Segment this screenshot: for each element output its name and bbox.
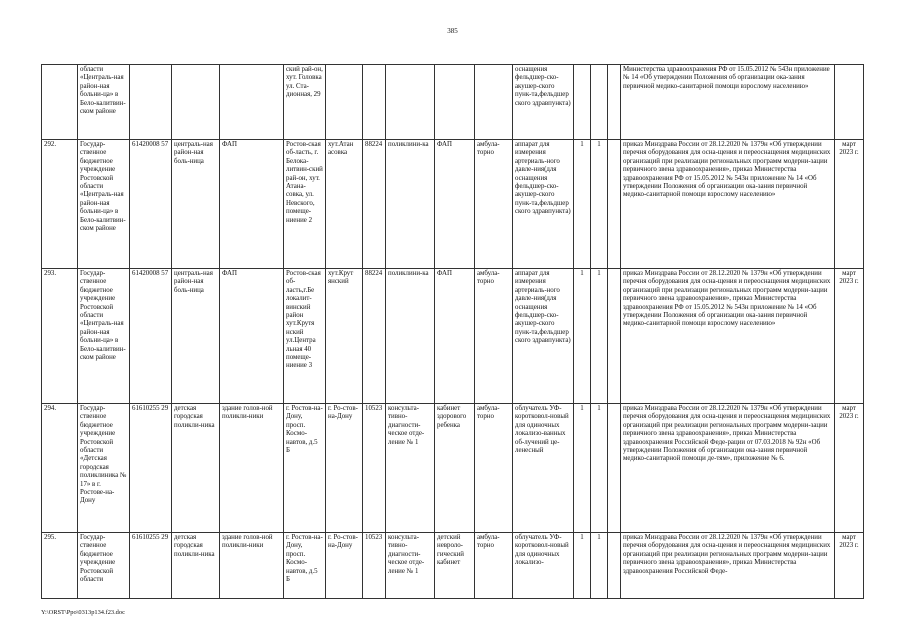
profile-cell: поликлини-ка: [386, 269, 435, 404]
division-cell: централь-ная район-ная боль-ница: [172, 140, 220, 269]
settlement-cell: г. Ро-стов-на-Дону: [326, 533, 363, 599]
oktmo-cell: 88224: [363, 269, 386, 404]
quantity-cell: 1: [591, 269, 608, 404]
oktmo-cell: 88224: [363, 140, 386, 269]
basis-cell: приказ Минздрава России от 28.12.2020 № 1379н «Об утверждении перечня оборудования для осна-щения и переоснащения медицинских организаций при реализации региональных программ модерни-зации первичного звена здравоохранения», приказ Министерства здравоохранения Российской Феде-: [621, 533, 835, 599]
row-number: 294.: [42, 404, 78, 533]
care-type-cell: амбула-торно: [475, 269, 513, 404]
oktmo-cell: 10523: [363, 533, 386, 599]
quantity-cell: [591, 65, 608, 140]
basis-cell: приказ Минздрава России от 28.12.2020 № 1379н «Об утверждении перечня оборудования для осна-щения и переоснащения медицинских организаций при реализации региональных программ модерни-зации первичного звена здравоохранения», приказ Министерства здравоохранения РФ от 15.05.2012 № 543н приложение № 14 «Об утверждении Положения об организации ока-зания первичной медико-санитарной помощи взрослому населению»: [621, 140, 835, 269]
profile-cell: консульта-тивно-диагности-ческое отде-ление № 1: [386, 404, 435, 533]
division-cell: централь-ная район-ная боль-ница: [172, 269, 220, 404]
location-cell: ФАП: [435, 269, 475, 404]
quantity-cell: 1: [574, 140, 591, 269]
care-type-cell: [475, 65, 513, 140]
deadline-cell: март 2023 г.: [835, 140, 864, 269]
empty-cell: [608, 65, 621, 140]
empty-cell: [608, 269, 621, 404]
quantity-cell: 1: [591, 533, 608, 599]
oktmo-cell: 10523: [363, 404, 386, 533]
deadline-cell: март 2023 г.: [835, 269, 864, 404]
address-cell: Ростов-ская об-ласть, г. Белока-литвин-ский рай-он, хут. Атана-совка, ул. Невского, помеще-ниение 2: [284, 140, 326, 269]
empty-cell: [608, 533, 621, 599]
organization-cell: Государ-ственное бюджетное учреждение Ростовской области «Централь-ная район-ная больни-ца» в Бело-калитвин-ском районе: [78, 140, 130, 269]
quantity-cell: 1: [574, 269, 591, 404]
basis-cell: приказ Минздрава России от 28.12.2020 № 1379н «Об утверждении перечня оборудования для осна-щения и переоснащения медицинских организаций при реализации региональных программ модерни-зации первичного звена здравоохранения», приказ Министерства здравоохранения Российской Феде-рации от 07.03.2018 № 92н «Об утверждении Положения об организации ока-зания первичной медико-санитарной помощи де-тям», приложение № 6.: [621, 404, 835, 533]
quantity-cell: [574, 65, 591, 140]
profile-cell: поликлини-ка: [386, 140, 435, 269]
location-cell: детский невроло-гический кабинет: [435, 533, 475, 599]
deadline-cell: март 2023 г.: [835, 404, 864, 533]
code-cell: 61420008 57: [130, 269, 172, 404]
care-type-cell: амбула-торно: [475, 533, 513, 599]
unit-cell: ФАП: [220, 269, 284, 404]
unit-cell: здание голов-ной поликли-ники: [220, 404, 284, 533]
organization-cell: Государ-ственное бюджетное учреждение Ростовской области «Централь-ная район-ная больни-ца» в Бело-калитвин-ском районе: [78, 269, 130, 404]
address-cell: Ростов-ская об-ласть,г.Бе локалит-винский район хут.Крутя нский ул.Центра льная 40 помеще-ниение 3: [284, 269, 326, 404]
empty-cell: [608, 140, 621, 269]
settlement-cell: [326, 65, 363, 140]
equipment-cell: аппарат для измерения артериаль-ного давле-ния(для оснащения фельдшер-ско-акушер-ского пунк-та,фельдшер ского здравпункта): [513, 269, 574, 404]
location-cell: кабинет здорового ребенка: [435, 404, 475, 533]
page-number: 385: [447, 27, 458, 35]
settlement-cell: хут.Атан асовка: [326, 140, 363, 269]
division-cell: [172, 65, 220, 140]
row-number: [42, 65, 78, 140]
empty-cell: [608, 404, 621, 533]
table-row: [42, 404, 864, 533]
organization-cell: Государ-ственное бюджетное учреждение Ростовской области: [78, 533, 130, 599]
equipment-cell: облучатель УФ-коротковол-новый для одиночных локализо-: [513, 533, 574, 599]
row-number: 295.: [42, 533, 78, 599]
table-row: [42, 533, 864, 599]
row-number: 293.: [42, 269, 78, 404]
deadline-cell: [835, 65, 864, 140]
address-cell: г. Ростов-на-Дону, просп. Космо-навтов, д.5 Б: [284, 404, 326, 533]
table-row: [42, 269, 864, 404]
quantity-cell: 1: [591, 404, 608, 533]
care-type-cell: амбула-торно: [475, 140, 513, 269]
equipment-cell: аппарат для измерения артериаль-ного давле-ния(для оснащения фельдшер-ско-акушер-ского пунк-та,фельдшер ского здравпункта): [513, 140, 574, 269]
care-type-cell: амбула-торно: [475, 404, 513, 533]
division-cell: детская городская поликли-ника: [172, 533, 220, 599]
quantity-cell: 1: [574, 404, 591, 533]
basis-cell: приказ Минздрава России от 28.12.2020 № 1379н «Об утверждении перечня оборудования для осна-щения и переоснащения медицинских организаций при реализации региональных программ модерни-зации первичного звена здравоохранения», приказ Министерства здравоохранения РФ от 15.05.2012 № 543н приложение № 14 «Об утверждении Положения об организации ока-зания первичной медико-санитарной помощи взрослому населению»: [621, 269, 835, 404]
unit-cell: [220, 65, 284, 140]
row-number: 292.: [42, 140, 78, 269]
location-cell: ФАП: [435, 140, 475, 269]
code-cell: 61420008 57: [130, 140, 172, 269]
unit-cell: ФАП: [220, 140, 284, 269]
profile-cell: [386, 65, 435, 140]
settlement-cell: хут.Крут янский: [326, 269, 363, 404]
settlement-cell: г. Ро-стов-на-Дону: [326, 404, 363, 533]
equipment-table: [41, 64, 864, 599]
deadline-cell: март 2023 г.: [835, 533, 864, 599]
organization-cell: Государ-ственное бюджетное учреждение Ростовской области «Детская городская поликлиника № 17» в г. Ростове-на-Дону: [78, 404, 130, 533]
profile-cell: консульта-тивно-диагности-ческое отде-ление № 1: [386, 533, 435, 599]
address-cell: ский рай-он, хут. Головка ул. Ста-дионная, 29: [284, 65, 326, 140]
basis-cell: Министерства здравоохранения РФ от 15.05.2012 № 543н приложение № 14 «Об утверждении Положения об организации ока-зания первичной медико-санитарной помощи взрослому населению»: [621, 65, 835, 140]
organization-cell: области «Централь-ная район-ная больни-ца» в Бело-калитвин-ском районе: [78, 65, 130, 140]
location-cell: [435, 65, 475, 140]
division-cell: детская городская поликли-ника: [172, 404, 220, 533]
address-cell: г. Ростов-на-Дону, просп. Космо-навтов, д.5 Б: [284, 533, 326, 599]
equipment-cell: оснащения фельдшер-ско-акушер-ского пунк-та,фельдшер ского здравпункта): [513, 65, 574, 140]
unit-cell: здание голов-ной поликли-ники: [220, 533, 284, 599]
quantity-cell: 1: [591, 140, 608, 269]
code-cell: 61610255 29: [130, 533, 172, 599]
oktmo-cell: [363, 65, 386, 140]
equipment-cell: облучатель УФ-коротковол-новый для одиночных локализо-ванных об-лучений це-ленесный: [513, 404, 574, 533]
code-cell: 61610255 29: [130, 404, 172, 533]
table-row: [42, 140, 864, 269]
quantity-cell: 1: [574, 533, 591, 599]
code-cell: [130, 65, 172, 140]
table-row: [42, 65, 864, 140]
footer-file-path: Y:\ORST\Ppo\0313p134.f23.doc: [41, 609, 125, 616]
